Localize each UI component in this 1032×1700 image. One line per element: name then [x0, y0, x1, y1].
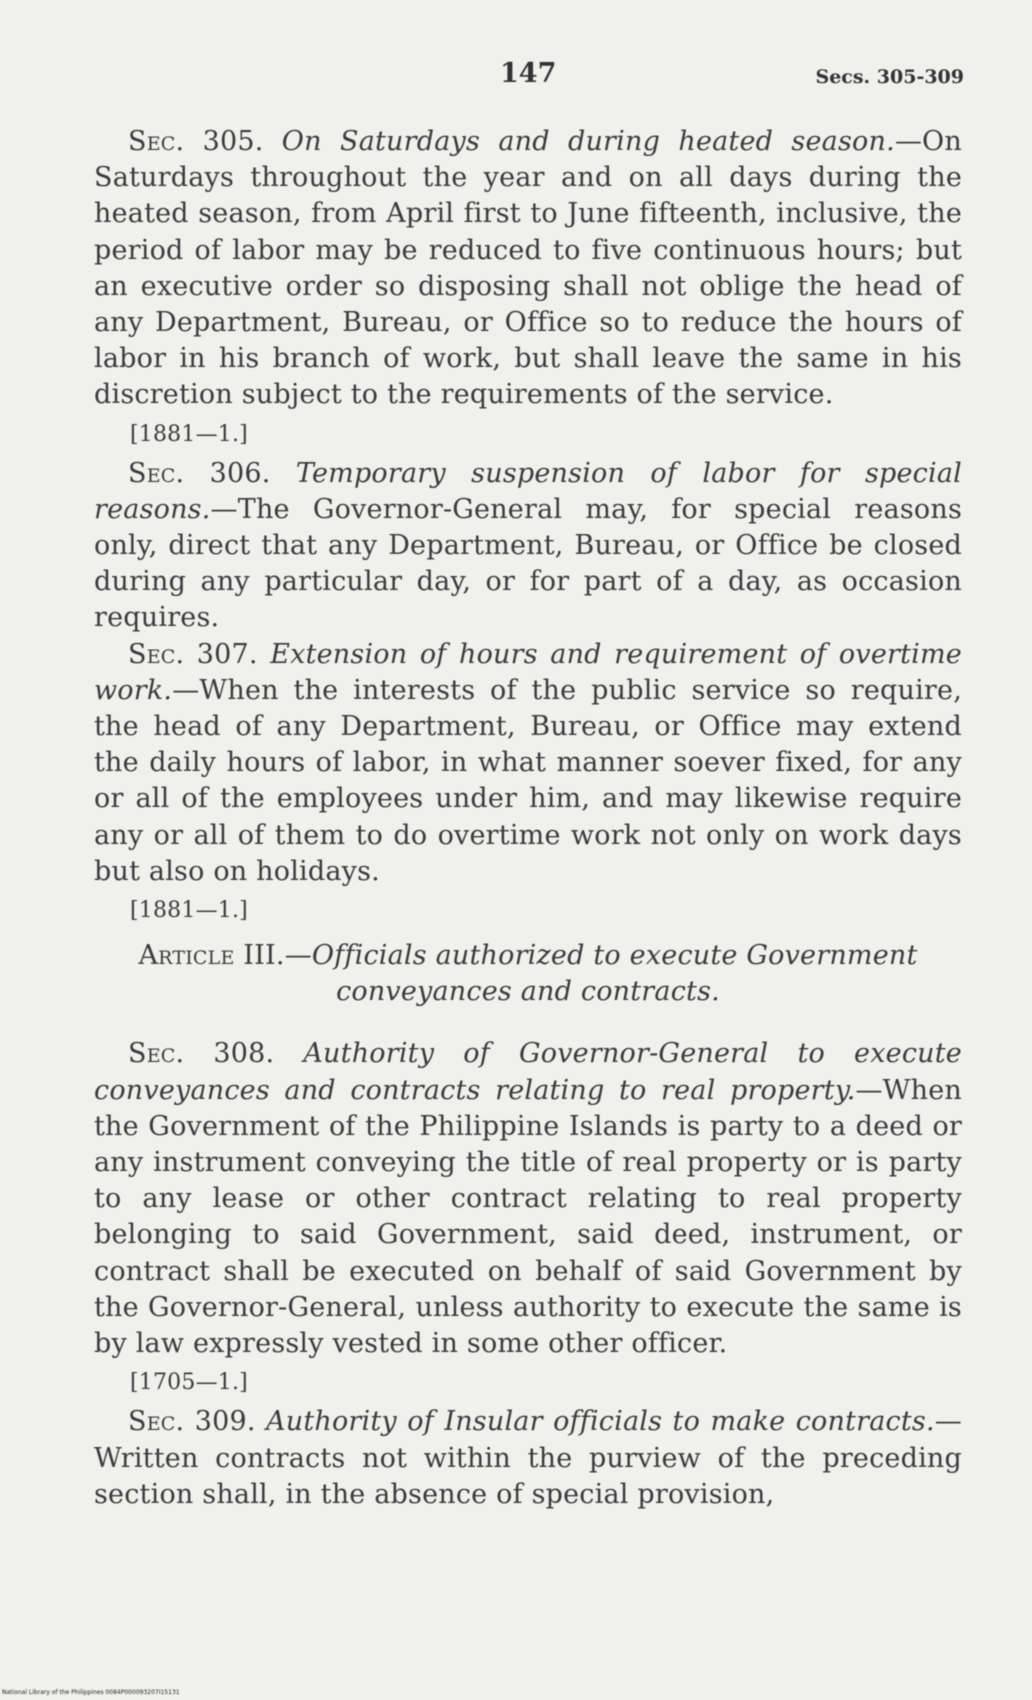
section-body: —The Governor-General may, for special reasons only, direct that any Department, Bureau, or Office be closed during any particular day, or for part of a day, as occasion requires. [94, 493, 962, 634]
section-body: —Written contracts not within the purview of the preceding section shall, in the absence of special provision, [94, 1406, 962, 1510]
section-305 [94, 124, 962, 414]
citation-307: [1881—1.] [130, 898, 248, 924]
page-number: 147 [500, 58, 557, 89]
section-title: On Saturdays and during heated season. [281, 126, 895, 157]
page-header [0, 58, 1032, 98]
citation-305: [1881—1.] [130, 421, 248, 447]
section-label: Sec. 308. [128, 1038, 275, 1070]
section-309 [94, 1404, 962, 1513]
section-label: Sec. 305. [128, 126, 264, 157]
section-title: Extension of hours and requirement of overtime work. [94, 638, 962, 706]
article-heading [94, 938, 962, 1010]
section-title: Authority of Insular officials to make contracts. [266, 1406, 935, 1438]
section-body: —On Saturdays throughout the year and on all days during the heated season, from April first to June fifteenth, inclusive, the period of labor may be reduced to five continuous hours; but an executive order so disposing shall not oblige the head of any Department, Bureau, or Office so to reduce the hours of labor in his branch of work, but shall leave the same in his discretion subject to the requirements of the service. [94, 126, 962, 411]
body-text [94, 124, 962, 1513]
citation-308: [1705—1.] [130, 1370, 248, 1396]
section-306 [94, 456, 962, 637]
article-label: Article III. [138, 940, 285, 972]
section-title: Temporary suspension of labor for special reasons. [94, 457, 962, 525]
section-label: Sec. 307. [128, 638, 258, 670]
section-label: Sec. 306. [128, 457, 271, 489]
scan-credit: National Library of the Philippines 0084P000093207I15131 [2, 1689, 180, 1696]
section-label: Sec. 309. [128, 1406, 256, 1438]
running-head: Secs. 305-309 [815, 66, 964, 88]
article-title: —Officials authorized to execute Government conveyances and contracts. [284, 940, 918, 1008]
section-308 [94, 1036, 962, 1362]
section-307 [94, 637, 962, 890]
section-body: —When the interests of the public service so require, the head of any Department, Bureau, or Office may extend the daily hours of labor, in what manner soever fixed, for any or all of the employees under him, and may likewise require any or all of them to do overtime work not only on work days but also on holidays. [94, 674, 962, 887]
section-body: —When the Government of the Philippine Islands is party to a deed or any instrument conveying the title of real property or is party to any lease or other contract relating to real property belonging to said Government, said deed, instrument, or contract shall be executed on behalf of said Government by the Governor-General, unless authority to execute the same is by law expressly vested in some other officer. [94, 1074, 962, 1360]
section-title: Authority of Governor-General to execute conveyances and contracts relating to real property. [94, 1038, 962, 1106]
